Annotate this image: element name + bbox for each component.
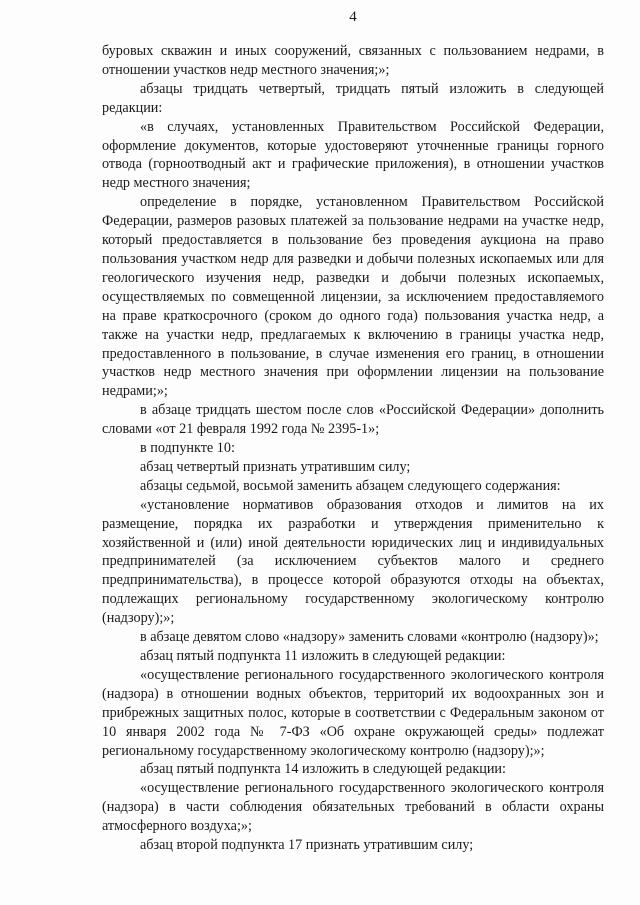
paragraph: буровых скважин и иных сооружений, связанных с пользованием недрами, в отношении участков недр местного значения;»;: [102, 43, 604, 78]
paragraph: в подпункте 10:: [140, 440, 235, 457]
paragraph: «осуществление регионального государственного экологического контроля (надзора) в части соблюдения обязательных требований в области охраны атмосферного воздуха;»;: [102, 780, 604, 835]
paragraph: абзац пятый подпункта 11 изложить в следующей редакции:: [140, 648, 506, 664]
paragraph: абзац пятый подпункта 14 изложить в следующей редакции:: [140, 761, 506, 778]
paragraph: абзац второй подпункта 17 признать утратившим силу;: [140, 837, 474, 854]
paragraph: абзацы тридцать четвертый, тридцать пятый изложить в следующей редакции:: [102, 80, 604, 116]
paragraph: абзацы седьмой, восьмой заменить абзацем следующего содержания:: [140, 477, 561, 494]
paragraph: «установление нормативов образования отходов и лимитов на их размещение, порядка их разработки и утверждения применительно к хозяйственной и (или) иной деятельности юридических лиц и индивидуальных предпринимателей (за исключением субъектов малого и среднего предпринимательства), в процессе которой образуются отходы на объектах, подлежащих региональному государственному экологическому контролю (надзору);»;: [102, 496, 604, 627]
paragraph: «осуществление регионального государственного экологического контроля (надзора) в отношении водных объектов, территорий их водоохранных зон и прибрежных защитных полос, которые в соответствии с Федеральным законом от 10 января 2002 года № 7-ФЗ «Об охране окружающей среды» подлежат региональному государственному экологическому контролю (надзору);»;: [102, 666, 604, 759]
paragraph: абзац четвертый признать утратившим силу;: [140, 458, 411, 475]
paragraph: в абзаце девятом слово «надзору» заменить словами «контролю (надзору)»;: [140, 629, 599, 646]
paragraph: в абзаце тридцать шестом после слов «Российской Федерации» дополнить словами «от 21 февраля 1992 года № 2395-1»;: [102, 402, 604, 438]
page-number: 4: [349, 9, 357, 25]
document-body: [102, 42, 604, 855]
paragraph: «в случаях, установленных Правительством Российской Федерации, оформление документов, которые удостоверяют уточненные границы горного отвода (горноотводный акт и графические приложения), в отношении участков недр местного значения;: [102, 118, 604, 192]
paragraph: определение в порядке, установленном Правительством Российской Федерации, размеров разовых платежей за пользование недрами на участке недр, который предоставляется в пользование без проведения аукциона на право пользования участком недр для разведки и добычи полезных ископаемых или для геологического изучения недр, разведки и добычи полезных ископаемых, осуществляемых по совмещенной лицензии, за исключением предоставляемого на праве краткосрочного (сроком до одного года) пользования участка недр, а также на участки недр, предлагаемых к включению в границы участка недр, предоставленного в пользование, в случае изменения его границ, в отношении участков недр местного значения при оформлении лицензии на пользование недрами;»;: [102, 194, 604, 400]
